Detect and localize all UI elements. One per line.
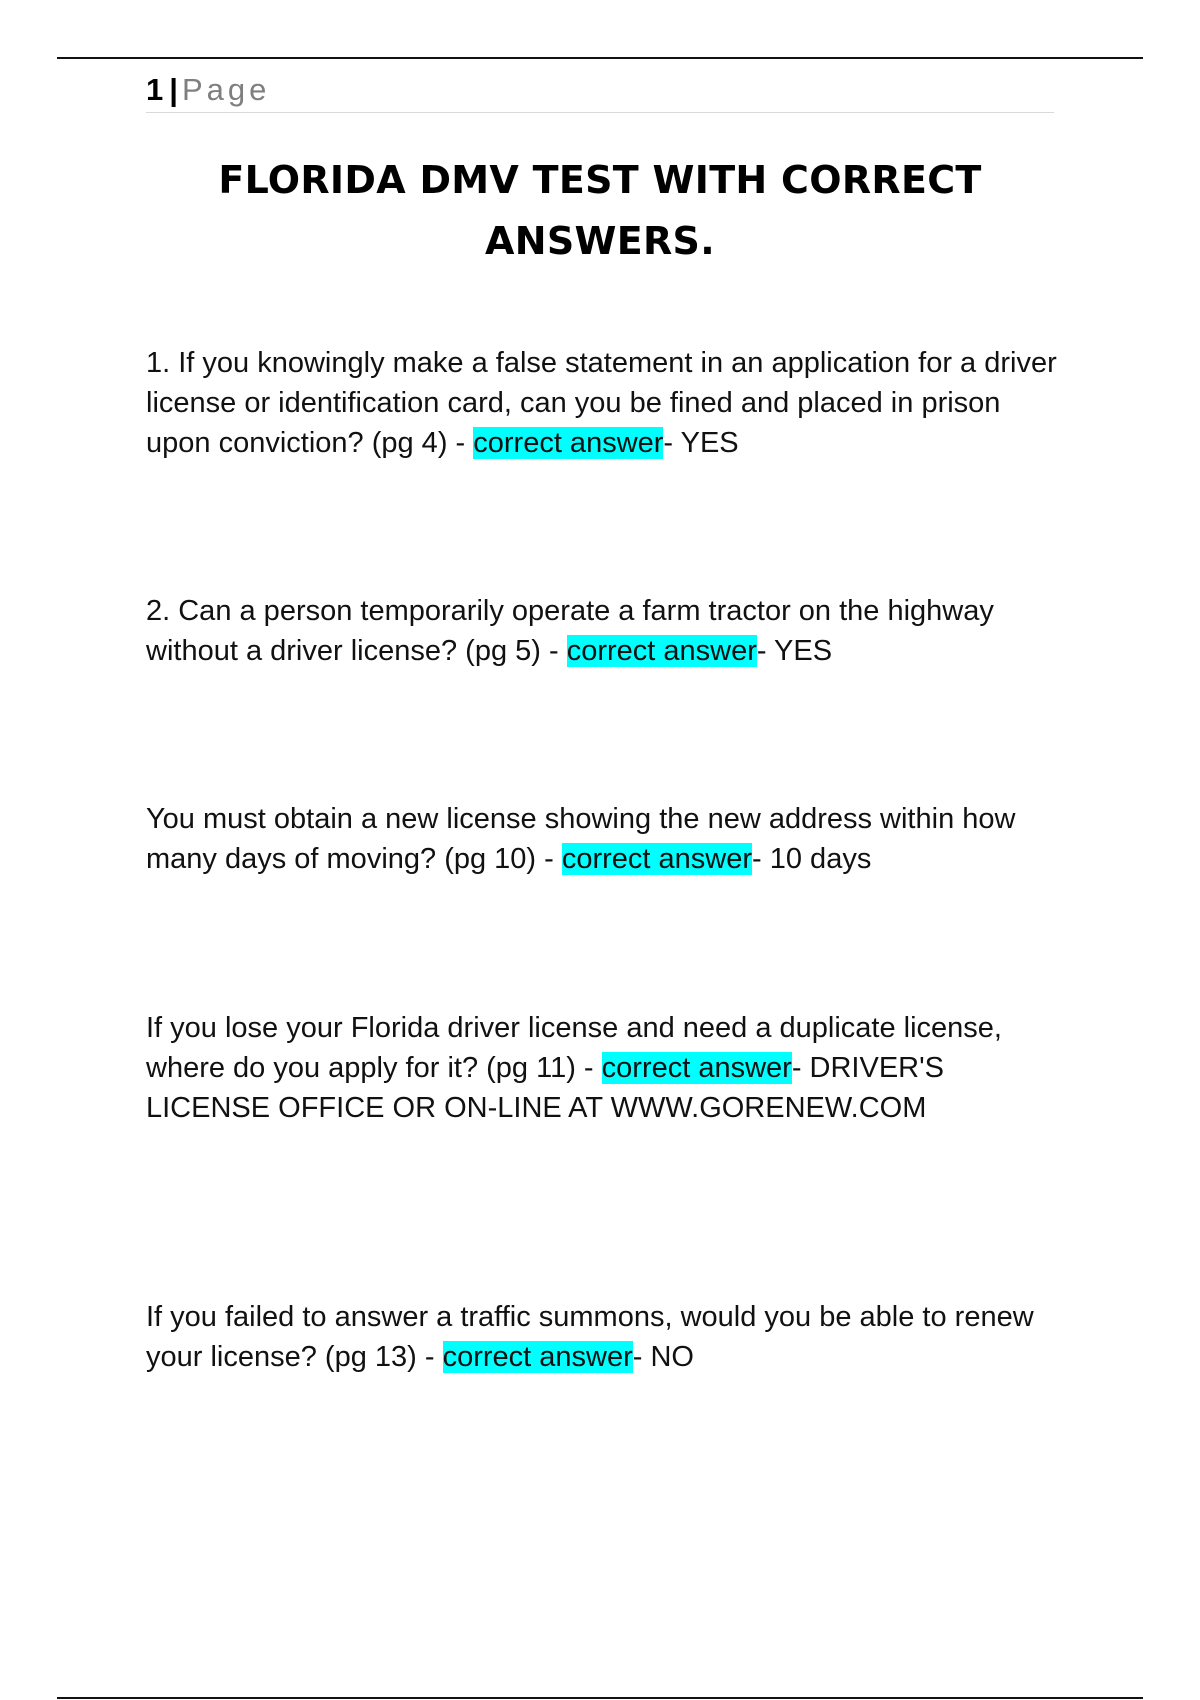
qa-item-3 <box>146 799 1066 879</box>
answer-text: - YES <box>663 427 739 459</box>
page-number: 1 <box>146 72 164 107</box>
page-separator: | <box>169 72 178 107</box>
question-text: 1. If you knowingly make a false statement in an application for a driver license or identification card, can you be fined and placed in prison upon conviction? (pg 4) - <box>146 347 1057 459</box>
qa-item-4 <box>146 1008 1066 1128</box>
qa-item-1 <box>146 343 1066 463</box>
answer-text: - 10 days <box>752 843 872 875</box>
page-label: Page <box>181 72 271 107</box>
answer-highlight: correct answer <box>473 427 664 459</box>
answer-highlight: correct answer <box>601 1052 792 1084</box>
qa-item-5 <box>146 1297 1066 1377</box>
question-text: 2. Can a person temporarily operate a farm tractor on the highway without a driver license? (pg 5) - <box>146 595 994 667</box>
answer-highlight: correct answer <box>561 843 753 875</box>
document-title: FLORIDA DMV TEST WITH CORRECT ANSWERS. <box>218 158 982 263</box>
answer-text: - NO <box>632 1341 694 1373</box>
top-rule <box>57 57 1143 59</box>
answer-text: - DRIVER'S LICENSE OFFICE OR ON-LINE AT WWW.GORENEW.COM <box>146 1052 944 1124</box>
qa-item-2 <box>146 591 1066 671</box>
answer-highlight: correct answer <box>442 1341 633 1373</box>
answer-highlight: correct answer <box>566 635 757 667</box>
question-text: If you lose your Florida driver license and need a duplicate license, where do you apply for it? (pg 11) - <box>146 1012 1002 1084</box>
question-text: If you failed to answer a traffic summons, would you be able to renew your license? (pg 13) - <box>146 1301 1034 1373</box>
bottom-rule <box>57 1697 1143 1699</box>
question-text: You must obtain a new license showing the new address within how many days of moving? (pg 10) - <box>146 803 1016 875</box>
answer-text: - YES <box>756 635 833 667</box>
page-header <box>146 72 1054 113</box>
